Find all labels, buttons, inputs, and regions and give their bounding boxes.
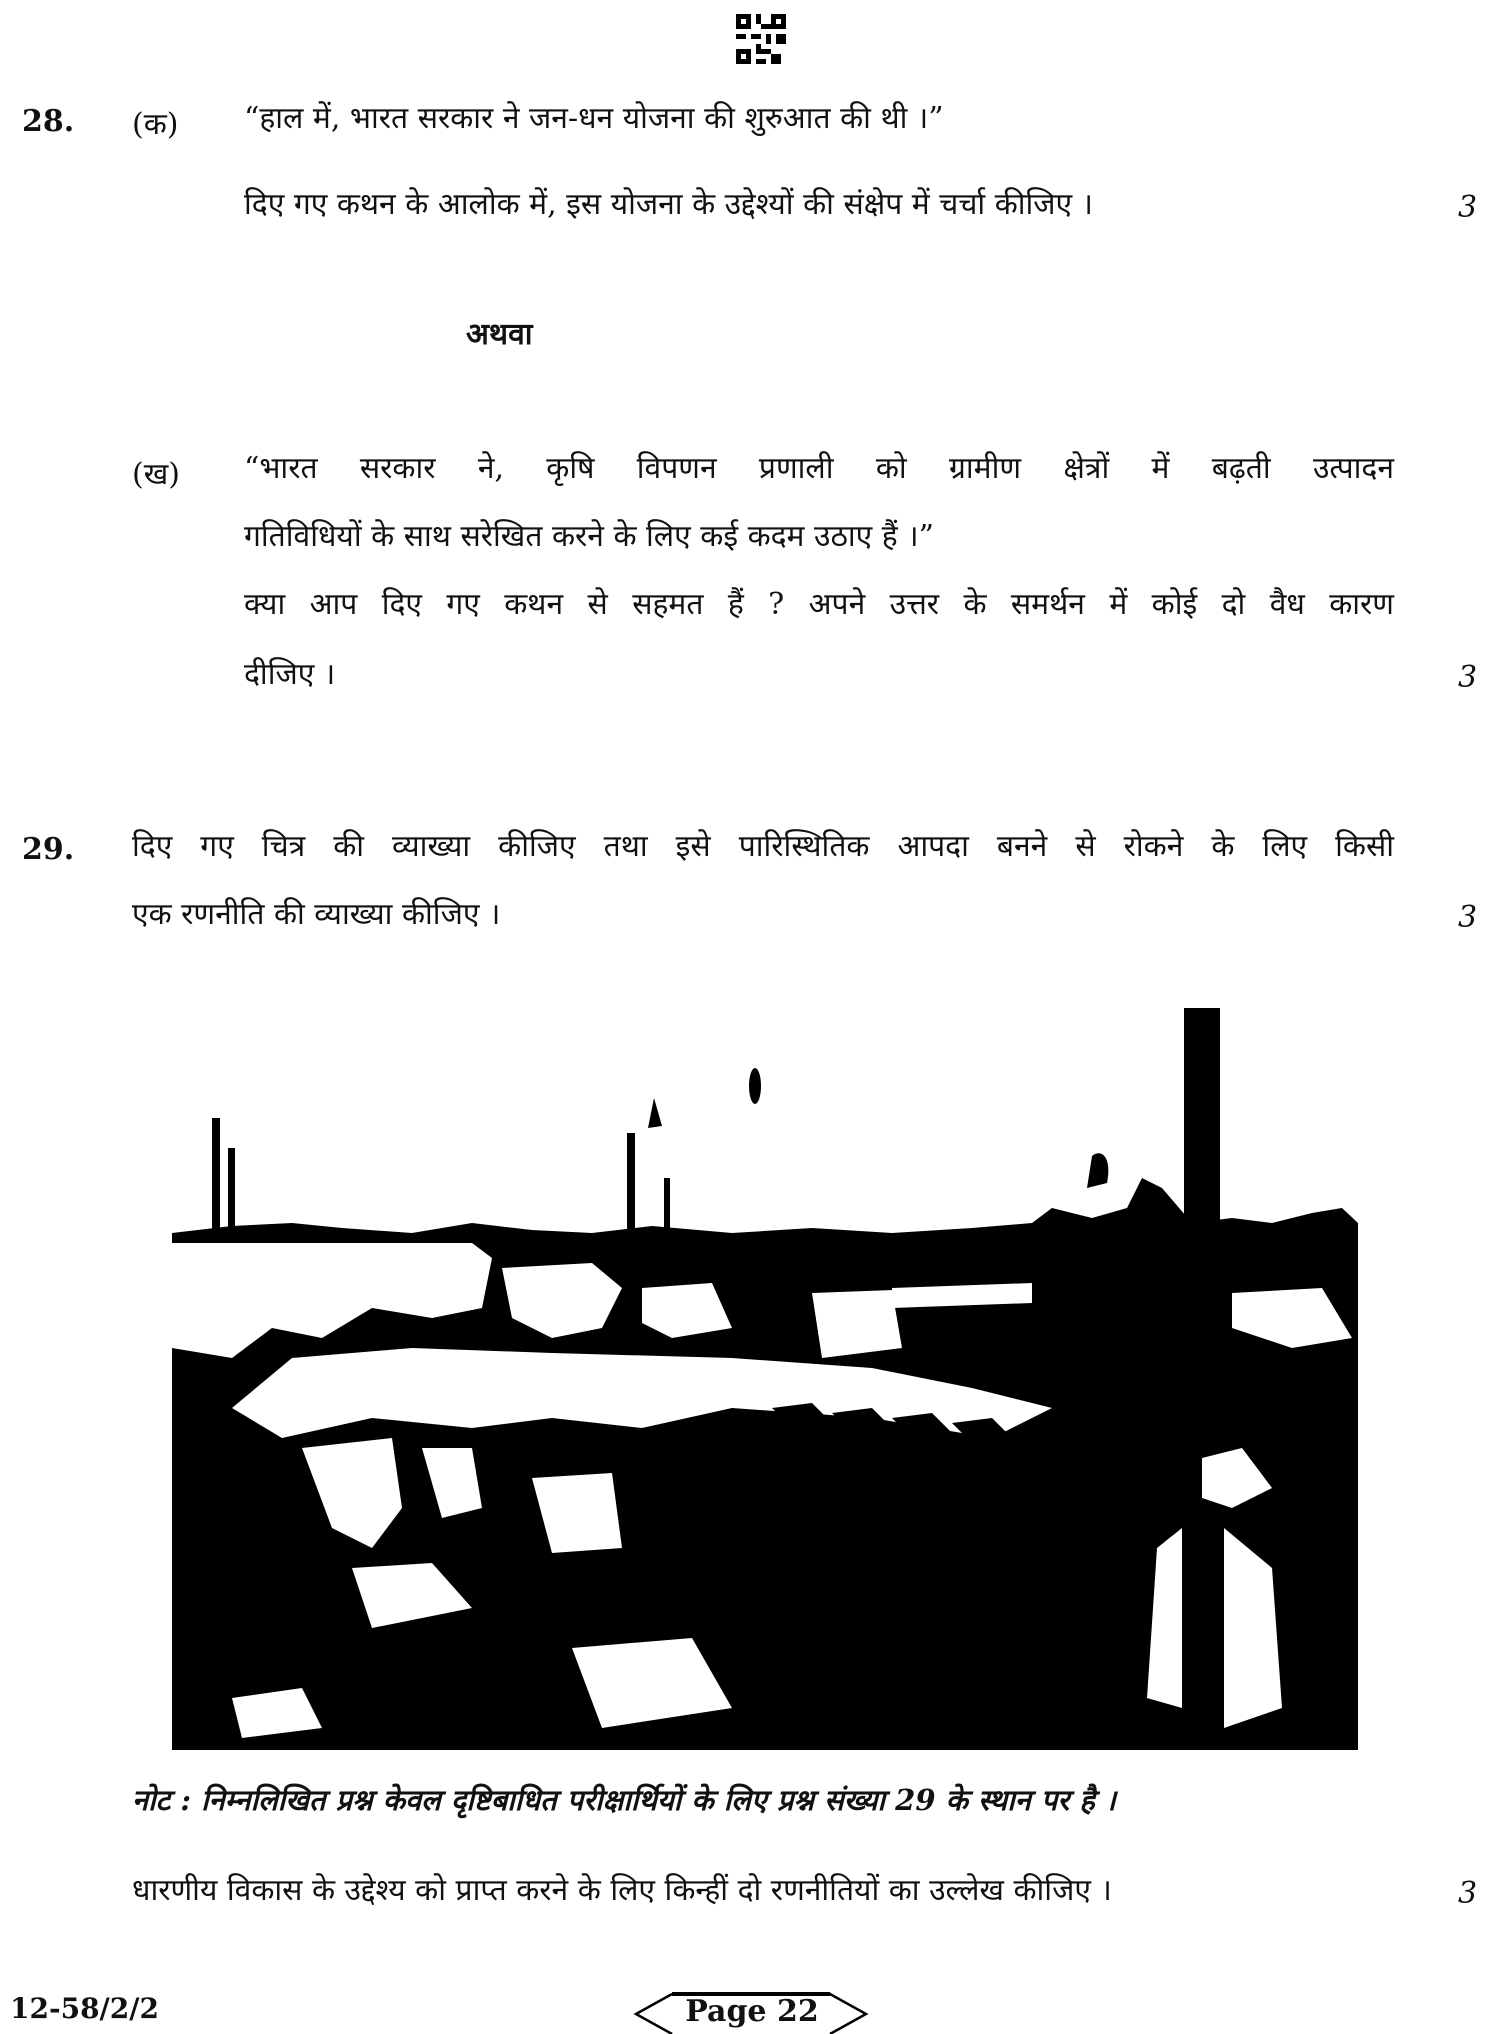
alternative-question-marks: 3	[1458, 1876, 1478, 1911]
question-number-28: 28.	[22, 104, 75, 139]
q28a-marks: 3	[1458, 190, 1478, 225]
alternative-question: धारणीय विकास के उद्देश्य को प्राप्त करने के लिए किन्हीं दो रणनीतियों का उल्लेख कीजिए ।	[132, 1873, 1112, 1908]
q28b-question-line1: क्या आप दिए गए कथन से सहमत हैं ? अपने उत्तर के समर्थन में कोई दो वैध कारण	[244, 587, 1394, 622]
q28b-quote-line1: “भारत सरकार ने, कृषि विपणन प्रणाली को ग्रामीण क्षेत्रों में बढ़ती उत्पादन	[244, 451, 1394, 486]
q28b-question-line2: दीजिए ।	[244, 657, 336, 692]
paper-code: 12-58/2/2	[10, 1992, 159, 2025]
q28b-quote-line2: गतिविधियों के साथ सरेखित करने के लिए कई कदम उठाए हैं ।”	[244, 519, 934, 554]
q28b-marks: 3	[1458, 660, 1478, 695]
question-number-29: 29.	[22, 832, 75, 867]
or-separator: अथवा	[466, 317, 533, 352]
sub-question-label-a: (क)	[132, 107, 179, 142]
sub-question-label-b: (ख)	[132, 457, 180, 492]
qr-code-icon	[736, 14, 786, 64]
q28a-instruction: दिए गए कथन के आलोक में, इस योजना के उद्देश्यों की संक्षेप में चर्चा कीजिए ।	[244, 187, 1094, 222]
industrial-factory-chimneys-photo	[172, 1008, 1358, 1750]
q29-line2: एक रणनीति की व्याख्या कीजिए ।	[132, 897, 501, 932]
q28a-quote: “हाल में, भारत सरकार ने जन-धन योजना की शुरुआत की थी ।”	[244, 101, 944, 136]
q29-marks: 3	[1458, 900, 1478, 935]
page-number: Page 22	[685, 1994, 819, 2029]
page-number-badge	[632, 1988, 872, 2034]
visually-impaired-note: नोट : निम्नलिखित प्रश्न केवल दृष्टिबाधित परीक्षार्थियों के लिए प्रश्न संख्या 29 के स्थान पर है ।	[132, 1783, 1116, 1817]
q29-line1: दिए गए चित्र की व्याख्या कीजिए तथा इसे पारिस्थितिक आपदा बनने से रोकने के लिए किसी	[132, 829, 1394, 864]
